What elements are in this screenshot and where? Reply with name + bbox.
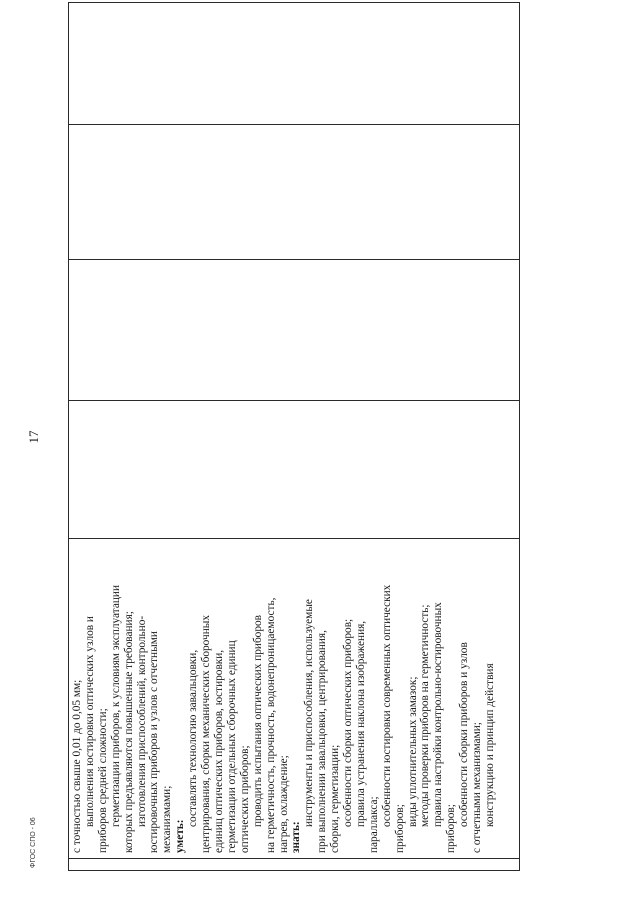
content-text-block (71, 543, 497, 853)
table-cell-index (69, 859, 520, 871)
content-line: нагрев, охлаждение; (277, 755, 290, 853)
content-line: изготовления приспособлений, контрольно- (135, 615, 148, 827)
table-cell-empty-3 (69, 125, 520, 260)
content-line: проводить испытания оптических приборов (251, 615, 264, 827)
table-cell-empty-2 (69, 260, 520, 401)
content-line: на герметичность, прочность, водонепроницаемость, (264, 597, 277, 853)
content-line: приборов; (393, 804, 406, 853)
content-line: особенности сборки приборов и узлов (458, 642, 471, 827)
content-line: выполнения юстировки оптических узлов и (83, 616, 96, 827)
content-line: правила устранения наклона изображения, (354, 620, 367, 827)
content-line: юстировочных приборов и узлов с отчетными (148, 631, 161, 853)
standards-table (68, 2, 520, 871)
content-line: сборки, герметизации; (329, 744, 342, 853)
content-line: конструкцию и принцип действия (484, 663, 496, 827)
section-heading: уметь: (174, 819, 187, 853)
table-cell-empty-1 (69, 401, 520, 539)
content-line: особенности сборки оптических приборов; (342, 618, 355, 827)
content-line: при выполнении завальцовки, центрирования, (316, 630, 329, 853)
content-line: методы проверки приборов на герметичность; (419, 604, 432, 827)
content-line: с отчетными механизмами; (471, 722, 484, 853)
footer-code: ФГОС СПО - 06 (30, 817, 37, 868)
content-line: герметизации отдельных сборочных единиц (225, 640, 238, 853)
section-heading: знать: (290, 821, 303, 853)
content-line: механизмами; (161, 785, 174, 853)
content-line: составлять технологию завальцовки, (187, 649, 200, 827)
content-line: единиц оптических приборов, юстировки, (212, 649, 225, 853)
content-line: центрирования, сборки механических сборочных (200, 615, 213, 853)
content-line: герметизации приборов, к условиям эксплуатации (109, 585, 122, 827)
content-line: с точностью свыше 0,01 до 0,05 мм; (71, 679, 83, 853)
content-line: инструменты и приспособления, используемые (303, 599, 316, 827)
content-line: правила настройки контрольно-юстировочных (432, 602, 445, 827)
table-cell-empty-4 (69, 3, 520, 125)
content-line: особенности юстировки современных оптических (380, 584, 393, 827)
table-cell-content (69, 539, 520, 859)
rotated-page (23, 3, 520, 871)
content-line: оптических приборов; (238, 745, 251, 853)
content-line: приборов; (445, 804, 458, 853)
content-line: приборов средней сложности; (96, 708, 109, 853)
page-number: 17 (26, 430, 41, 444)
content-line: которых предъявляются повышенные требования; (122, 611, 135, 853)
content-line: виды уплотнительных замазок; (406, 676, 419, 827)
content-line: параллакса; (367, 796, 380, 853)
